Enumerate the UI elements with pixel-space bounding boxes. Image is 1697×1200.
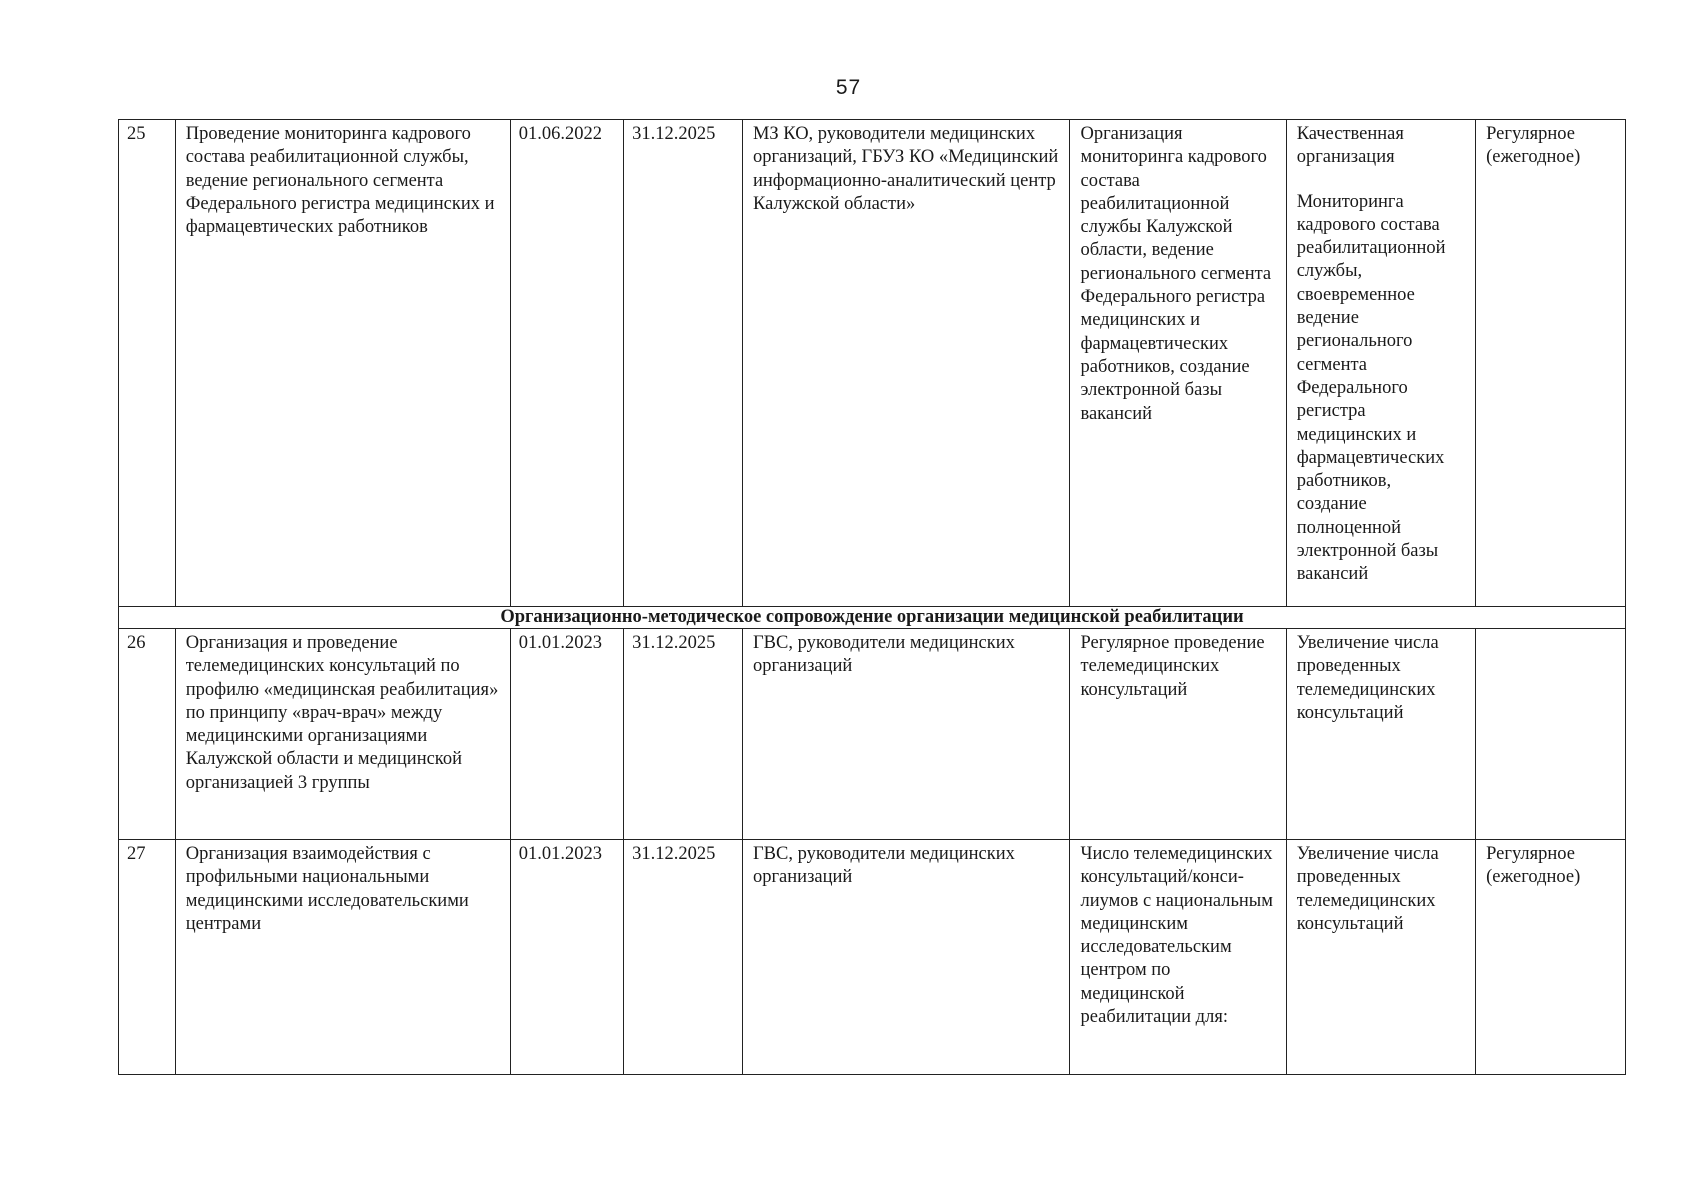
row-number-cell: 27 — [119, 840, 176, 1075]
end-date-cell: 31.12.2025 — [624, 840, 743, 1075]
indicator-spacer — [1297, 170, 1465, 191]
section-title: Организационно-методическое сопровождение организации медицинской реабилитации — [119, 607, 1626, 629]
row-number-cell: 26 — [119, 629, 176, 840]
start-date-cell: 01.01.2023 — [510, 840, 623, 1075]
page-number: 57 — [835, 76, 862, 99]
end-date-cell: 31.12.2025 — [624, 629, 743, 840]
responsible-cell: ГВС, руководители медицинских организаций — [742, 840, 1070, 1075]
end-date-cell: 31.12.2025 — [624, 120, 743, 607]
responsible-cell: МЗ КО, руководители медицинских организаций, ГБУЗ КО «Медицинский информационно-аналитический центр Калужской области» — [742, 120, 1070, 607]
result-cell: Регулярное проведение телемедицинских консультаций — [1070, 629, 1286, 840]
result-cell: Число телемедицинских консультаций/конси-лиумов с национальным медицинским исследовательским центром по медицинской реабилитации для: — [1070, 840, 1286, 1075]
activity-cell: Организация взаимодействия с профильными национальными медицинскими исследовательскими центрами — [175, 840, 510, 1075]
table-row — [119, 120, 1626, 607]
responsible-cell: ГВС, руководители медицинских организаций — [742, 629, 1070, 840]
activity-plan-table — [118, 119, 1626, 1075]
indicator-cell: Увеличение числа проведенных телемедицинских консультаций — [1286, 840, 1475, 1075]
frequency-cell: Регулярное (ежегодное) — [1476, 840, 1626, 1075]
table-row — [119, 840, 1626, 1075]
section-header-row — [119, 607, 1626, 629]
start-date-cell: 01.01.2023 — [510, 629, 623, 840]
frequency-cell — [1476, 629, 1626, 840]
indicator-heading: Качественная организация — [1296, 124, 1404, 168]
activity-cell: Организация и проведение телемедицинских консультаций по профилю «медицинская реабилитация» по принципу «врач-врач» между медицинскими организациями Калужской области и медицинской организацией 3 группы — [175, 629, 510, 840]
indicator-body: Мониторинга кадрового состава реабилитационной службы, своевременное ведение регионального сегмента Федерального регистра медицинских и фармацевтических работников, создание полноценной электронной базы вакансий — [1296, 191, 1446, 585]
table-row — [119, 629, 1626, 840]
row-number-cell: 25 — [119, 120, 176, 607]
frequency-cell: Регулярное (ежегодное) — [1476, 120, 1626, 607]
indicator-cell: Увеличение числа проведенных телемедицинских консультаций — [1286, 629, 1475, 840]
indicator-cell — [1286, 120, 1475, 607]
activity-cell: Проведение мониторинга кадрового состава реабилитационной службы, ведение регионального сегмента Федерального регистра медицинских и фармацевтических работников — [175, 120, 510, 607]
start-date-cell: 01.06.2022 — [510, 120, 623, 607]
result-cell: Организация мониторинга кадрового состава реабилитационной службы Калужской области, ведение регионального сегмента Федерального регистра медицинских и фармацевтических работников, создание электронной базы вакансий — [1070, 120, 1286, 607]
